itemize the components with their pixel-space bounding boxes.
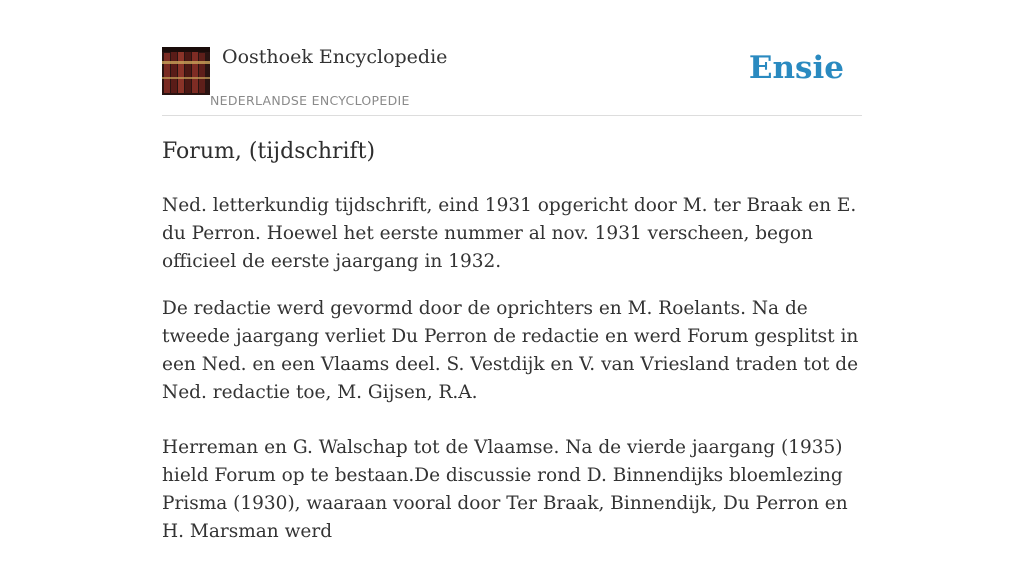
encyclopedia-books-icon[interactable] — [162, 47, 210, 95]
site-header — [162, 46, 862, 116]
brand-logo[interactable]: Ensie — [748, 50, 844, 86]
article-title: Forum, (tijdschrift) — [162, 139, 376, 164]
site-subtitle: NEDERLANDSE ENCYCLOPEDIE — [210, 93, 410, 108]
site-title[interactable]: Oosthoek Encyclopedie — [222, 46, 448, 68]
article-paragraph: De redactie werd gevormd door de oprichters en M. Roelants. Na de tweede jaargang verliet Du Perron de redactie en werd Forum gesplitst in een Ned. en een Vlaams deel. S. Vestdijk en V. van Vriesland traden tot de Ned. redactie toe, M. Gijsen, R.A. — [162, 298, 859, 403]
article-paragraph: Herreman en G. Walschap tot de Vlaamse. Na de vierde jaargang (1935) hield Forum op te bestaan.De discussie rond D. Binnendijks bloemlezing Prisma (1930), waaraan vooral door Ter Braak, Binnendijk, Du Perron en H. Marsman werd — [162, 437, 848, 542]
article-body — [162, 192, 862, 565]
article-paragraph: Ned. letterkundig tijdschrift, eind 1931 opgericht door M. ter Braak en E. du Perron. Hoewel het eerste nummer al nov. 1931 verscheen, begon officieel de eerste jaargang in 1932. — [162, 195, 857, 272]
